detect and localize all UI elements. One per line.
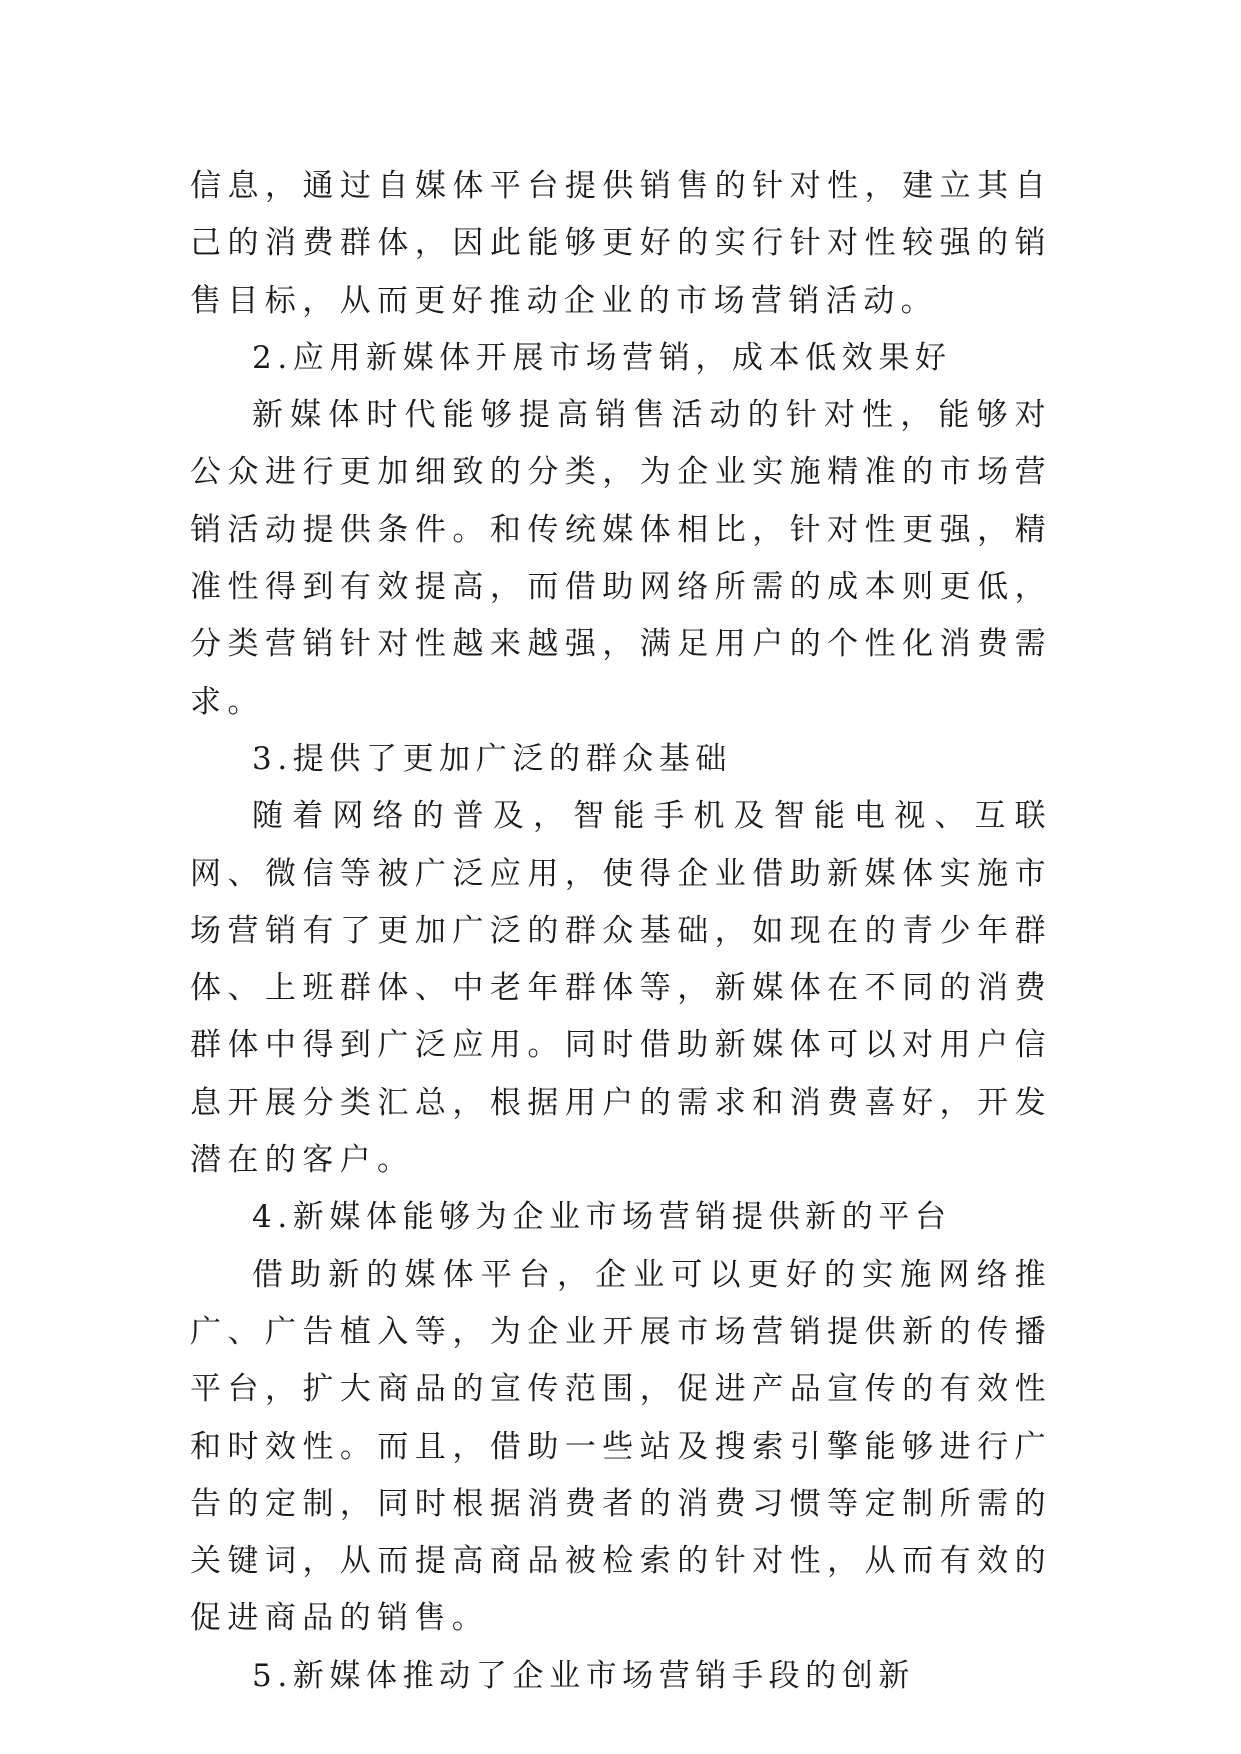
section-heading-3: 3.提供了更加广泛的群众基础 [252, 740, 732, 777]
paragraph-section-3: 随着网络的普及，智能手机及智能电视、互联网、微信等被广泛应用，使得企业借助新媒体实施市场营销有了更加广泛的群众基础，如现在的青少年群体、上班群体、中老年群体等，新媒体在不同的消费群体中得到广泛应用。同时借助新媒体可以对用户信息开展分类汇总，根据用户的需求和消费喜好，开发潜在的客户。 [190, 798, 1052, 1179]
section-heading-2: 2.应用新媒体开展市场营销，成本低效果好 [252, 339, 952, 376]
section-heading-4: 4.新媒体能够为企业市场营销提供新的平台 [252, 1199, 952, 1236]
document-body [190, 158, 1052, 1705]
paragraph-intro-continuation: 信息，通过自媒体平台提供销售的针对性，建立其自己的消费群体，因此能够更好的实行针对性较强的销售目标，从而更好推动企业的市场营销活动。 [190, 168, 1052, 319]
paragraph-section-2: 新媒体时代能够提高销售活动的针对性，能够对公众进行更加细致的分类，为企业实施精准的市场营销活动提供条件。和传统媒体相比，针对性更强，精准性得到有效提高，而借助网络所需的成本则更低，分类营销针对性越来越强，满足用户的个性化消费需求。 [190, 397, 1052, 720]
section-heading-5: 5.新媒体推动了企业市场营销手段的创新 [252, 1657, 915, 1694]
paragraph-section-4: 借助新的媒体平台，企业可以更好的实施网络推广、广告植入等，为企业开展市场营销提供新的传播平台，扩大商品的宣传范围，促进产品宣传的有效性和时效性。而且，借助一些站及搜索引擎能够进行广告的定制，同时根据消费者的消费习惯等定制所需的关键词，从而提高商品被检索的针对性，从而有效的促进商品的销售。 [190, 1256, 1052, 1637]
